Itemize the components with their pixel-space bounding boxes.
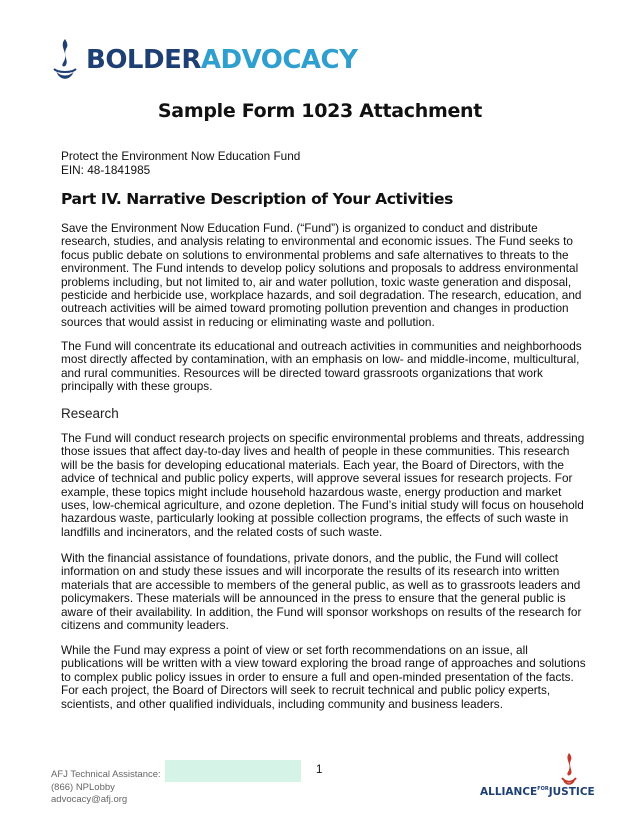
document-title: Sample Form 1023 Attachment	[157, 100, 483, 122]
research-subheading: Research	[61, 406, 119, 421]
alliance-for-justice-logo	[480, 752, 595, 800]
afj-wordmark-justice: JUSTICE	[548, 786, 595, 798]
organization-ein: EIN: 48-1841985	[61, 163, 151, 177]
footer-contact-phone: (866) NPLobby	[51, 781, 115, 793]
afj-flame-icon	[560, 752, 578, 786]
footer-contact-label: AFJ Technical Assistance:	[51, 769, 161, 780]
paragraph-publications-policy: While the Fund may express a point of view or set forth recommendations on an issue, all publications will be written with a view toward exploring the broad range of approaches and solutions to complex public policy issues in order to ensure a full and open-minded presentation of the facts. For each project, the Board of Directors will seek to recruit technical and public policy experts, scientists, and other qualified individuals, including community and business leaders.	[61, 643, 586, 711]
organization-name: Protect the Environment Now Education Fund	[61, 149, 301, 163]
section-heading: Part IV. Narrative Description of Your Activities	[61, 190, 453, 208]
paragraph-research-projects: The Fund will conduct research projects on specific environmental problems and threats, addressing those issues that affect day-to-day lives and health of people in these communities. This research will be the basis for developing educational materials. Each year, the Board of Directors, with the advice of technical and public policy experts, will approve several issues for research projects. For example, these topics might include household hazardous waste, energy production and market uses, low-chemical agriculture, and ozone depletion. The Fund’s initial study will focus on household hazardous waste, particularly looking at possible collection programs, the effects of such waste in landfills and incinerators, and the related costs of such waste.	[61, 431, 585, 539]
logo-wordmark-part2: ADVOCACY	[200, 45, 358, 75]
logo-wordmark-part1: BOLDER	[86, 45, 201, 75]
paragraph-outreach-focus: The Fund will concentrate its educational and outreach activities in communities and neighborhoods most directly affected by contamination, with an emphasis on low- and middle-income, multicultural, and rural communities. Resources will be directed toward grassroots organizations that work principally with these groups.	[61, 339, 582, 394]
afj-wordmark	[480, 786, 595, 798]
page-number: 1	[316, 764, 323, 776]
paragraph-financial-assistance: With the financial assistance of foundations, private donors, and the public, the Fund will collect information on and study these issues and will incorporate the results of its research into written materials that are accessible to members of the general public, as well as to grassroots leaders and policymakers. These materials will be announced in the press to ensure that the general public is aware of their availability. In addition, the Fund will sponsor workshops on results of the research for citizens and community leaders.	[61, 551, 582, 633]
organization-info	[61, 149, 300, 177]
flame-icon	[52, 37, 78, 83]
footer-highlight-box	[165, 760, 301, 782]
bolder-advocacy-logo	[52, 36, 357, 84]
footer-contact	[51, 769, 161, 807]
footer-contact-email: advocacy@afj.org	[51, 794, 128, 805]
paragraph-fund-purpose: Save the Environment Now Education Fund. (“Fund”) is organized to conduct and distribute research, studies, and analysis relating to environmental and economic issues. The Fund seeks to focus public debate on solutions to environmental problems and safe alternatives to threats to the environment. The Fund intends to develop policy solutions and proposals to address environmental problems including, but not limited to, air and water pollution, toxic waste generation and disposal, pesticide and herbicide use, workplace hazards, and soil degradation. The research, education, and outreach activities will be aimed toward promoting pollution prevention and changes in production sources that would assist in reducing or eliminating waste and pollution.	[61, 221, 582, 329]
logo-wordmark	[86, 45, 357, 75]
afj-wordmark-alliance: ALLIANCE	[480, 786, 538, 798]
afj-wordmark-for: FOR	[537, 786, 549, 792]
